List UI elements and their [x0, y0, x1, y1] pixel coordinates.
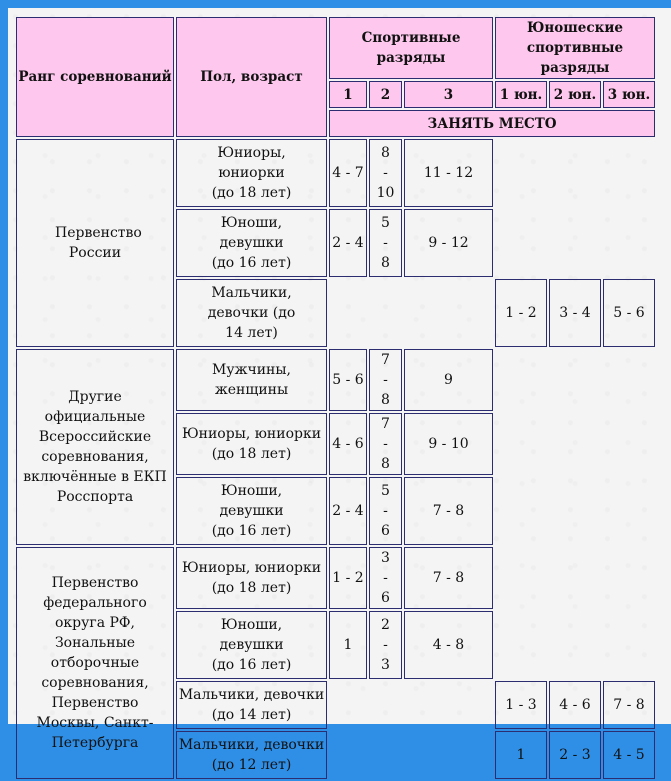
youth-3-cell: 4 - 5 — [603, 731, 655, 779]
empty-cell — [495, 413, 655, 475]
rank-1-cell: 1 - 2 — [329, 547, 367, 609]
group-all-russia: Другие официальные Всероссийские соревнования, включённые в ЕКП Росспорта — [16, 349, 174, 545]
youth-1-cell: 1 - 2 — [495, 279, 547, 347]
header-youth-3: 3 юн. — [603, 81, 655, 108]
youth-3-cell: 7 - 8 — [603, 681, 655, 729]
header-youth-ranks: Юношеские спортивные разряды — [495, 17, 655, 79]
empty-cell — [329, 681, 493, 729]
empty-cell — [329, 279, 493, 347]
age-cell: Юниоры, юниорки (до 18 лет) — [176, 547, 327, 609]
empty-cell — [495, 477, 655, 545]
age-cell: Мальчики, девочки (до 12 лет) — [176, 731, 327, 779]
age-cell: Мальчики, девочки (до 14 лет) — [176, 681, 327, 729]
rank-1-cell: 5 - 6 — [329, 349, 367, 411]
youth-2-cell: 2 - 3 — [549, 731, 601, 779]
age-cell: Юноши, девушки (до 16 лет) — [176, 477, 327, 545]
page-frame — [8, 8, 671, 773]
rank-3-cell: 7 - 8 — [404, 547, 493, 609]
age-cell: Юниоры, юниорки (до 18 лет) — [176, 413, 327, 475]
rank-2-cell: 7 - 8 — [369, 349, 402, 411]
rank-3-cell: 9 — [404, 349, 493, 411]
youth-1-cell: 1 — [495, 731, 547, 779]
header-youth-2: 2 юн. — [549, 81, 601, 108]
header-rank: Ранг соревнований — [16, 17, 174, 137]
rank-1-cell: 4 - 7 — [329, 139, 367, 207]
header-place: ЗАНЯТЬ МЕСТО — [329, 110, 655, 137]
youth-1-cell: 1 - 3 — [495, 681, 547, 729]
group-russia: Первенство России — [16, 139, 174, 347]
group-federal: Первенство федерального округа РФ, Зональные отборочные соревнования, Первенство Москвы, Санкт-Петербурга — [16, 547, 174, 779]
rank-3-cell: 9 - 12 — [404, 209, 493, 277]
youth-3-cell: 5 - 6 — [603, 279, 655, 347]
empty-cell — [329, 731, 493, 779]
rank-3-cell: 11 - 12 — [404, 139, 493, 207]
empty-cell — [495, 349, 655, 411]
age-cell: Мужчины, женщины — [176, 349, 327, 411]
header-sex-age: Пол, возраст — [176, 17, 327, 137]
youth-2-cell: 4 - 6 — [549, 681, 601, 729]
youth-2-cell: 3 - 4 — [549, 279, 601, 347]
rank-1-cell: 2 - 4 — [329, 209, 367, 277]
rank-2-cell: 5 - 8 — [369, 209, 402, 277]
rank-3-cell: 9 - 10 — [404, 413, 493, 475]
rank-1-cell: 4 - 6 — [329, 413, 367, 475]
rank-1-cell: 1 — [329, 611, 367, 679]
header-rank-2: 2 — [369, 81, 402, 108]
rank-2-cell: 3 - 6 — [369, 547, 402, 609]
age-cell: Юноши, девушки (до 16 лет) — [176, 611, 327, 679]
rank-1-cell: 2 - 4 — [329, 477, 367, 545]
rank-2-cell: 5 - 6 — [369, 477, 402, 545]
empty-cell — [495, 139, 655, 207]
header-youth-1: 1 юн. — [495, 81, 547, 108]
rank-2-cell: 2 - 3 — [369, 611, 402, 679]
header-rank-3: 3 — [404, 81, 493, 108]
header-rank-1: 1 — [329, 81, 367, 108]
age-cell: Юниоры, юниорки (до 18 лет) — [176, 139, 327, 207]
empty-cell — [495, 611, 655, 679]
age-cell: Юноши, девушки (до 16 лет) — [176, 209, 327, 277]
age-cell: Мальчики, девочки (до 14 лет) — [176, 279, 327, 347]
empty-cell — [495, 209, 655, 277]
rank-2-cell: 7 - 8 — [369, 413, 402, 475]
rank-3-cell: 7 - 8 — [404, 477, 493, 545]
rank-3-cell: 4 - 8 — [404, 611, 493, 679]
ranks-table — [14, 15, 657, 781]
rank-2-cell: 8 - 10 — [369, 139, 402, 207]
empty-cell — [495, 547, 655, 609]
header-sport-ranks: Спортивные разряды — [329, 17, 493, 79]
